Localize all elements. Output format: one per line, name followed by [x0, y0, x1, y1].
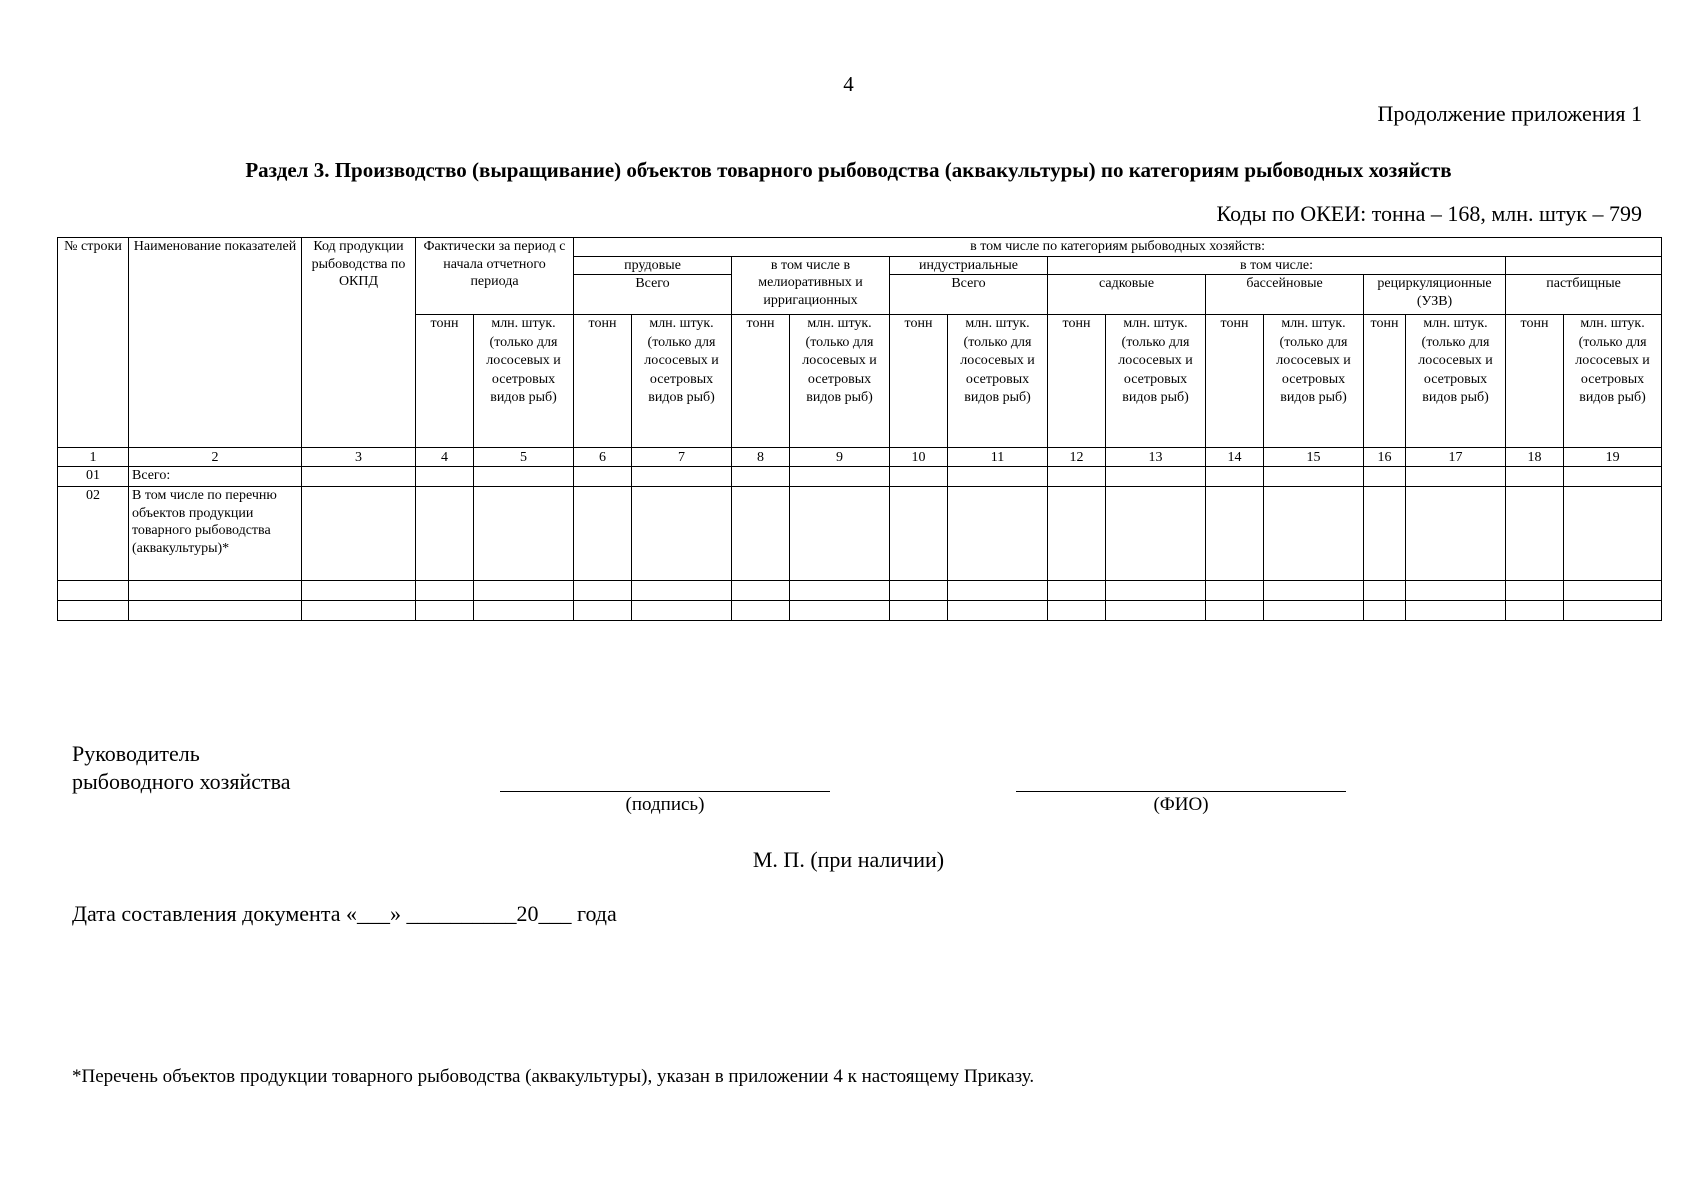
header-pond: прудовые	[574, 256, 732, 275]
unit-mln-pcs: млн. штук. (только для лососевых и осетровых видов рыб)	[948, 315, 1048, 448]
header-cage: садковые	[1048, 275, 1206, 315]
table-cell[interactable]	[416, 601, 474, 621]
unit-tons: тонн	[416, 315, 474, 448]
column-number: 5	[474, 448, 574, 467]
table-cell[interactable]	[1264, 487, 1364, 581]
column-number: 18	[1506, 448, 1564, 467]
column-number: 4	[416, 448, 474, 467]
header-pond-incl: в том числе в мелиоративных и ирригационных	[732, 256, 890, 315]
table-cell[interactable]	[1564, 581, 1662, 601]
header-empty	[1506, 256, 1662, 275]
name-line[interactable]	[1016, 791, 1346, 792]
header-pasture: пастбищные	[1506, 275, 1662, 315]
row-number: 02	[58, 487, 129, 581]
header-actual-period: Фактически за период с начала отчетного периода	[416, 238, 574, 315]
column-number: 12	[1048, 448, 1106, 467]
unit-tons: тонн	[732, 315, 790, 448]
row-name: Всего:	[129, 467, 302, 487]
okei-codes: Коды по ОКЕИ: тонна – 168, млн. штук – 799	[1216, 201, 1642, 226]
table-cell[interactable]	[302, 581, 416, 601]
table-cell[interactable]	[1364, 581, 1406, 601]
table-cell[interactable]	[632, 487, 732, 581]
table-cell[interactable]	[1364, 601, 1406, 621]
table-cell[interactable]	[302, 601, 416, 621]
table-cell[interactable]	[1106, 487, 1206, 581]
table-cell[interactable]	[1406, 601, 1506, 621]
table-cell[interactable]	[948, 487, 1048, 581]
page-number: 4	[843, 72, 854, 96]
table-cell[interactable]	[890, 467, 948, 487]
unit-tons: тонн	[1048, 315, 1106, 448]
table-cell[interactable]	[1406, 467, 1506, 487]
unit-tons: тонн	[890, 315, 948, 448]
table-cell[interactable]	[474, 601, 574, 621]
column-number: 2	[129, 448, 302, 467]
row-name: В том числе по перечню объектов продукции товарного рыбоводства (аквакультуры)*	[129, 487, 302, 581]
section-title: Раздел 3. Производство (выращивание) объектов товарного рыбоводства (аквакультуры) по категориям рыбоводных хозяйств	[245, 158, 1452, 182]
unit-mln-pcs: млн. штук. (только для лососевых и осетровых видов рыб)	[1564, 315, 1662, 448]
table-cell[interactable]	[732, 581, 790, 601]
table-cell[interactable]	[1206, 467, 1264, 487]
table-cell[interactable]	[890, 487, 948, 581]
column-number: 15	[1264, 448, 1364, 467]
header-by-category: в том числе по категориям рыбоводных хозяйств:	[574, 238, 1662, 257]
header-industrial-incl: в том числе:	[1048, 256, 1506, 275]
table-cell[interactable]	[890, 601, 948, 621]
header-basin: бассейновые	[1206, 275, 1364, 315]
table-cell[interactable]	[1364, 487, 1406, 581]
unit-tons: тонн	[1506, 315, 1564, 448]
table-cell[interactable]	[1206, 581, 1264, 601]
document-date: Дата составления документа «___» __________20___ года	[72, 901, 617, 926]
unit-tons: тонн	[574, 315, 632, 448]
table-cell[interactable]	[1206, 601, 1264, 621]
table-cell[interactable]	[1506, 601, 1564, 621]
table-cell[interactable]	[474, 581, 574, 601]
table-cell[interactable]	[1506, 581, 1564, 601]
signature-role-line2: рыбоводного хозяйства	[72, 769, 291, 794]
column-number: 17	[1406, 448, 1506, 467]
unit-mln-pcs: млн. штук. (только для лососевых и осетровых видов рыб)	[1264, 315, 1364, 448]
name-caption: (ФИО)	[1153, 794, 1209, 815]
table-cell[interactable]	[416, 487, 474, 581]
table-row	[58, 467, 1662, 487]
signature-role	[72, 740, 291, 796]
column-number: 8	[732, 448, 790, 467]
table-cell[interactable]	[790, 581, 890, 601]
signature-caption: (подпись)	[625, 794, 705, 815]
column-number: 9	[790, 448, 890, 467]
table-cell[interactable]	[732, 487, 790, 581]
signature-line[interactable]	[500, 791, 830, 792]
table-cell[interactable]	[732, 467, 790, 487]
stamp-note: М. П. (при наличии)	[752, 847, 945, 872]
table-cell[interactable]	[1564, 467, 1662, 487]
table-cell[interactable]	[1506, 467, 1564, 487]
table-cell[interactable]	[302, 487, 416, 581]
table-cell[interactable]	[416, 581, 474, 601]
table-cell[interactable]	[1406, 581, 1506, 601]
header-industrial-total: Всего	[890, 275, 1048, 315]
table-cell[interactable]	[1564, 601, 1662, 621]
column-number: 1	[58, 448, 129, 467]
table-row	[58, 601, 1662, 621]
production-table	[57, 237, 1662, 621]
header-okpd-code: Код продукции рыбоводства по ОКПД	[302, 238, 416, 448]
table-cell[interactable]	[1364, 467, 1406, 487]
table-cell[interactable]	[948, 581, 1048, 601]
row-number: 01	[58, 467, 129, 487]
table-cell[interactable]	[1106, 467, 1206, 487]
table-cell[interactable]	[302, 467, 416, 487]
table-cell[interactable]	[790, 467, 890, 487]
unit-mln-pcs: млн. штук. (только для лососевых и осетровых видов рыб)	[1106, 315, 1206, 448]
row-name	[129, 581, 302, 601]
row-number	[58, 581, 129, 601]
table-cell[interactable]	[948, 467, 1048, 487]
column-number: 19	[1564, 448, 1662, 467]
table-cell[interactable]	[474, 487, 574, 581]
header-row-no: № строки	[58, 238, 129, 448]
column-number: 6	[574, 448, 632, 467]
column-number: 16	[1364, 448, 1406, 467]
table-cell[interactable]	[1406, 487, 1506, 581]
table-cell[interactable]	[732, 601, 790, 621]
table-cell[interactable]	[948, 601, 1048, 621]
table-cell[interactable]	[574, 601, 632, 621]
table-cell[interactable]	[1506, 487, 1564, 581]
signature-role-line1: Руководитель	[72, 741, 200, 766]
unit-mln-pcs: млн. штук. (только для лососевых и осетровых видов рыб)	[790, 315, 890, 448]
table-cell[interactable]	[1048, 601, 1106, 621]
table-cell[interactable]	[1048, 487, 1106, 581]
table-cell[interactable]	[1564, 487, 1662, 581]
table-cell[interactable]	[1048, 467, 1106, 487]
table-cell[interactable]	[574, 467, 632, 487]
continuation-label: Продолжение приложения 1	[1377, 101, 1642, 126]
table-cell[interactable]	[1106, 581, 1206, 601]
column-number: 14	[1206, 448, 1264, 467]
table-cell[interactable]	[574, 581, 632, 601]
table-cell[interactable]	[474, 467, 574, 487]
column-number: 10	[890, 448, 948, 467]
table-cell[interactable]	[1264, 581, 1364, 601]
header-pond-total: Всего	[574, 275, 732, 315]
unit-tons: тонн	[1206, 315, 1264, 448]
table-cell[interactable]	[1206, 487, 1264, 581]
column-number: 11	[948, 448, 1048, 467]
table-cell[interactable]	[574, 487, 632, 581]
column-number: 13	[1106, 448, 1206, 467]
table-cell[interactable]	[1048, 581, 1106, 601]
table-row	[58, 487, 1662, 581]
table-cell[interactable]	[1264, 467, 1364, 487]
header-indicator-name: Наименование показателей	[129, 238, 302, 448]
row-number	[58, 601, 129, 621]
unit-tons: тонн	[1364, 315, 1406, 448]
footnote: *Перечень объектов продукции товарного рыбоводства (аквакультуры), указан в приложении 4 к настоящему Приказу.	[72, 1066, 1035, 1087]
column-number: 3	[302, 448, 416, 467]
unit-mln-pcs: млн. штук. (только для лососевых и осетровых видов рыб)	[1406, 315, 1506, 448]
column-number: 7	[632, 448, 732, 467]
table-cell[interactable]	[632, 601, 732, 621]
header-recirc: рециркуляционные (УЗВ)	[1364, 275, 1506, 315]
unit-mln-pcs: млн. штук. (только для лососевых и осетровых видов рыб)	[474, 315, 574, 448]
table-cell[interactable]	[416, 467, 474, 487]
table-row	[58, 581, 1662, 601]
unit-mln-pcs: млн. штук. (только для лососевых и осетровых видов рыб)	[632, 315, 732, 448]
row-name	[129, 601, 302, 621]
table-cell[interactable]	[632, 467, 732, 487]
header-industrial: индустриальные	[890, 256, 1048, 275]
table-cell[interactable]	[1106, 601, 1206, 621]
table-cell[interactable]	[890, 581, 948, 601]
table-cell[interactable]	[790, 487, 890, 581]
table-cell[interactable]	[632, 581, 732, 601]
table-cell[interactable]	[1264, 601, 1364, 621]
table-cell[interactable]	[790, 601, 890, 621]
